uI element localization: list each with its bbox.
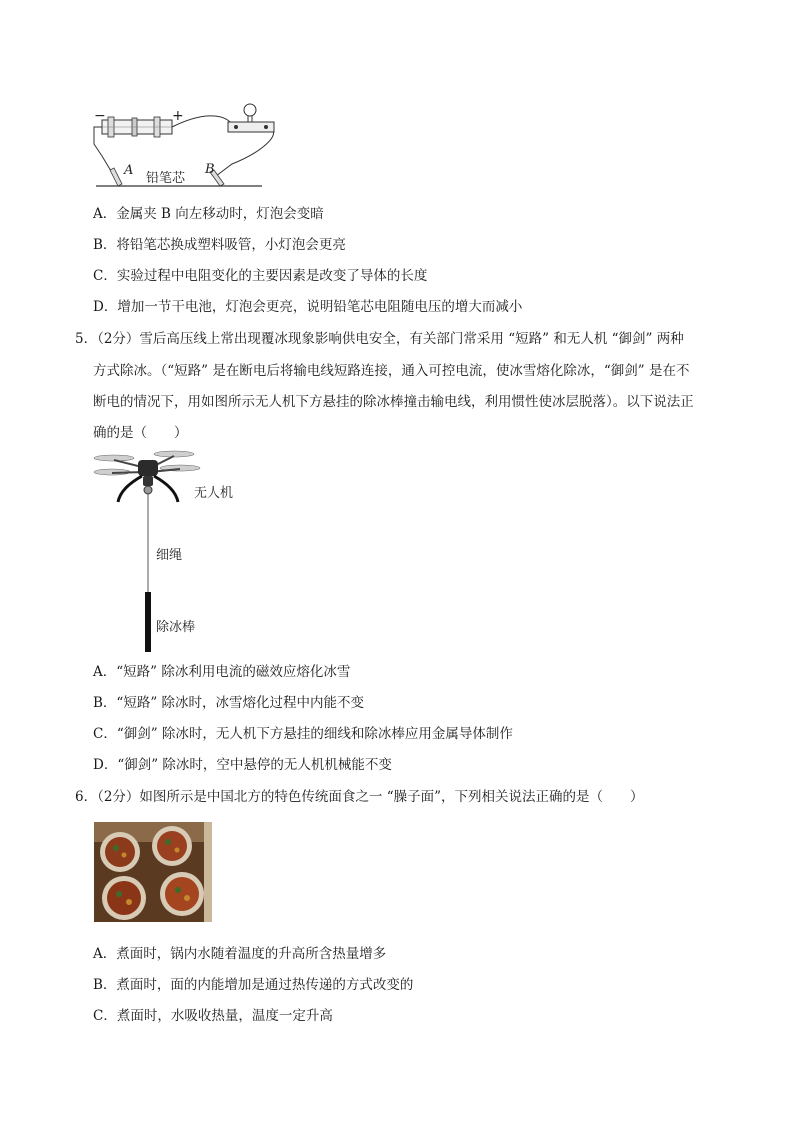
q6-option-a: A．煮面时，锅内水随着温度的升高所含热量增多	[93, 946, 387, 962]
label-rod: 除冰棒	[156, 620, 196, 635]
bowl-icon	[152, 826, 192, 866]
plus-label: +	[172, 108, 184, 124]
bowl-icon	[100, 832, 140, 872]
bulb-icon	[228, 104, 274, 132]
label-core: 铅笔芯	[146, 171, 186, 186]
drone-icon	[94, 451, 200, 502]
q5-option-d: D．“御剑” 除冰时，空中悬停的无人机机械能不变	[93, 757, 392, 773]
q4-option-a: A．金属夹 B 向左移动时，灯泡会变暗	[93, 206, 324, 222]
q4-option-d: D．增加一节干电池，灯泡会更亮，说明铅笔芯电阻随电压的增大而减小	[93, 299, 523, 315]
q5-option-b: B．“短路” 除冰时，冰雪熔化过程中内能不变	[93, 695, 365, 711]
q6-option-b: B．煮面时，面的内能增加是通过热传递的方式改变的	[93, 977, 414, 993]
q5-stem-line-3: 断电的情况下，用如图所示无人机下方悬挂的除冰棒撞击输电线，利用惯性使冰层脱落）。以下说法正	[93, 394, 694, 410]
noodle-bowls-image	[94, 822, 212, 922]
q5-stem-line-2: 方式除冰。（“短路” 是在断电后将输电线短路连接，通入可控电流，使冰雪熔化除冰，“御剑” 是在不	[93, 363, 690, 379]
q4-option-c: C．实验过程中电阻变化的主要因素是改变了导体的长度	[93, 268, 428, 284]
label-b: B	[205, 162, 215, 177]
clip-a-icon	[110, 168, 122, 186]
q5-stem-line-1: 5．（2分）雪后高压线上常出现覆冰现象影响供电安全，有关部门常采用 “短路” 和无人机 “御剑” 两种	[75, 331, 684, 347]
label-rope: 细绳	[156, 548, 183, 563]
noodle-photo	[94, 822, 212, 922]
q6-option-c: C．煮面时，水吸收热量，温度一定升高	[93, 1008, 333, 1024]
circuit-figure	[92, 100, 292, 192]
bowl-icon	[160, 872, 204, 916]
circuit-diagram	[92, 100, 292, 192]
label-drone: 无人机	[194, 486, 234, 501]
q5-option-c: C．“御剑” 除冰时，无人机下方悬挂的细线和除冰棒应用金属导体制作	[93, 726, 513, 742]
deicing-rod	[145, 592, 151, 652]
bowl-icon	[102, 876, 146, 920]
label-a: A	[124, 163, 134, 178]
q6-stem-line-1: 6．（2分）如图所示是中国北方的特色传统面食之一 “臊子面”，下列相关说法正确的是（ ）	[75, 789, 644, 805]
battery-icon	[102, 117, 172, 137]
minus-label: −	[94, 108, 106, 124]
q4-option-b: B．将铅笔芯换成塑料吸管，小灯泡会更亮	[93, 237, 346, 253]
q5-stem-line-4: 确的是（ ）	[93, 425, 188, 441]
drone-figure	[92, 446, 262, 656]
q5-option-a: A．“短路” 除冰利用电流的磁效应熔化冰雪	[93, 664, 351, 680]
